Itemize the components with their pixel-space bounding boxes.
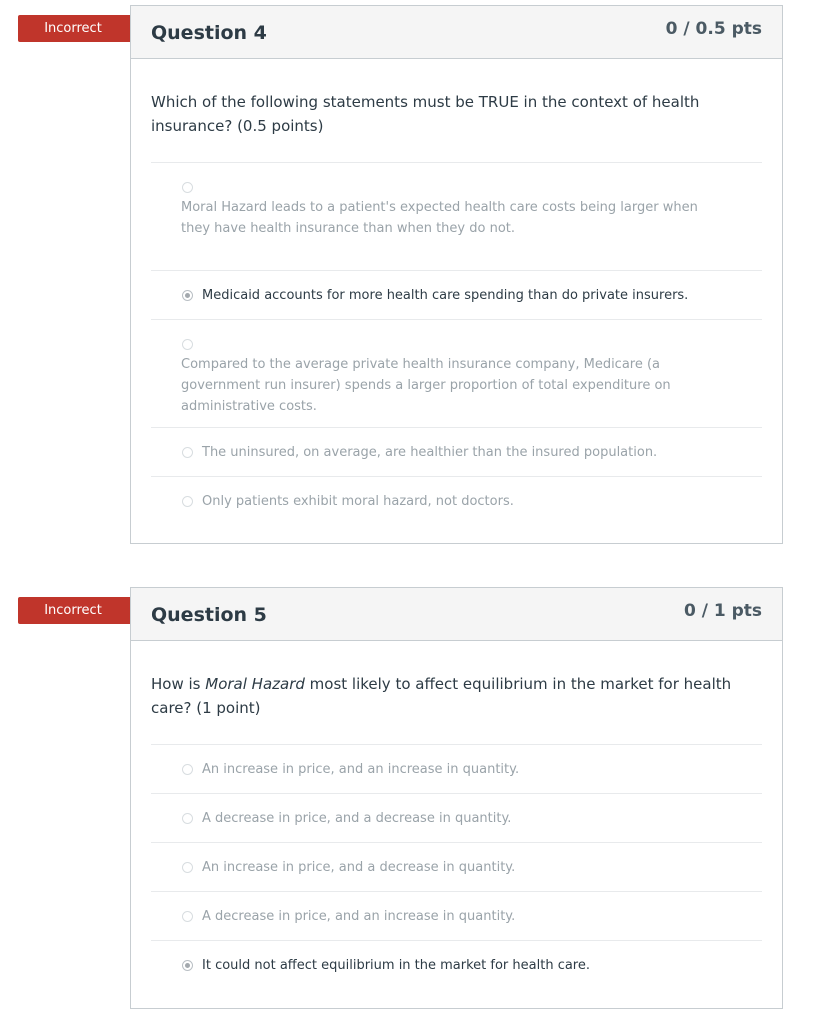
question-text-emphasis: Moral Hazard bbox=[205, 675, 305, 693]
answer-label: A decrease in price, and a decrease in quantity. bbox=[202, 811, 512, 826]
answer-option[interactable] bbox=[151, 744, 762, 793]
question-card bbox=[130, 587, 783, 1009]
question-header bbox=[131, 588, 782, 641]
answer-option[interactable] bbox=[151, 793, 762, 842]
radio-button[interactable] bbox=[182, 182, 193, 193]
question-title: Question 5 bbox=[151, 604, 267, 626]
answer-label: An increase in price, and a decrease in quantity. bbox=[202, 860, 516, 875]
answer-label: An increase in price, and an increase in quantity. bbox=[202, 762, 520, 777]
incorrect-badge: Incorrect bbox=[18, 15, 134, 42]
answer-option[interactable] bbox=[151, 162, 762, 270]
question-text-end: most likely to affect equilibrium in the market for health care? (1 point) bbox=[151, 675, 732, 717]
answer-option[interactable] bbox=[151, 842, 762, 891]
radio-button[interactable] bbox=[182, 862, 193, 873]
radio-button-selected[interactable] bbox=[182, 290, 193, 301]
radio-button[interactable] bbox=[182, 496, 193, 507]
answer-option[interactable] bbox=[151, 319, 762, 427]
question-card bbox=[130, 5, 783, 544]
question-text bbox=[151, 672, 762, 720]
radio-button[interactable] bbox=[182, 339, 193, 350]
radio-button-selected[interactable] bbox=[182, 960, 193, 971]
answer-label: It could not affect equilibrium in the market for health care. bbox=[202, 958, 591, 973]
answer-option[interactable] bbox=[151, 891, 762, 940]
question-text: Which of the following statements must be TRUE in the context of health insurance? (0.5 points) bbox=[151, 93, 700, 135]
radio-button[interactable] bbox=[182, 764, 193, 775]
answer-option[interactable] bbox=[151, 270, 762, 319]
radio-button[interactable] bbox=[182, 813, 193, 824]
question-points: 0 / 0.5 pts bbox=[665, 19, 762, 39]
answer-label: A decrease in price, and an increase in quantity. bbox=[202, 909, 516, 924]
radio-button[interactable] bbox=[182, 911, 193, 922]
answer-label: The uninsured, on average, are healthier than the insured population. bbox=[202, 445, 658, 460]
question-points: 0 / 1 pts bbox=[683, 601, 762, 621]
answer-option[interactable] bbox=[151, 940, 762, 989]
answer-label: Medicaid accounts for more health care spending than do private insurers. bbox=[202, 288, 689, 303]
answer-list bbox=[151, 744, 762, 989]
answer-label: Moral Hazard leads to a patient's expected health care costs being larger when they have health insurance than when they do not. bbox=[181, 200, 698, 236]
radio-button[interactable] bbox=[182, 447, 193, 458]
answer-option[interactable] bbox=[151, 476, 762, 525]
question-title: Question 4 bbox=[151, 22, 267, 44]
question-header bbox=[131, 6, 782, 59]
answer-option[interactable] bbox=[151, 427, 762, 476]
answer-label: Compared to the average private health insurance company, Medicare (a government run insurer) spends a larger proportion of total expenditure on administrative costs. bbox=[181, 357, 671, 414]
answer-list bbox=[151, 162, 762, 525]
question-text-start: How is bbox=[151, 675, 206, 693]
answer-label: Only patients exhibit moral hazard, not doctors. bbox=[202, 494, 514, 509]
incorrect-badge: Incorrect bbox=[18, 597, 134, 624]
